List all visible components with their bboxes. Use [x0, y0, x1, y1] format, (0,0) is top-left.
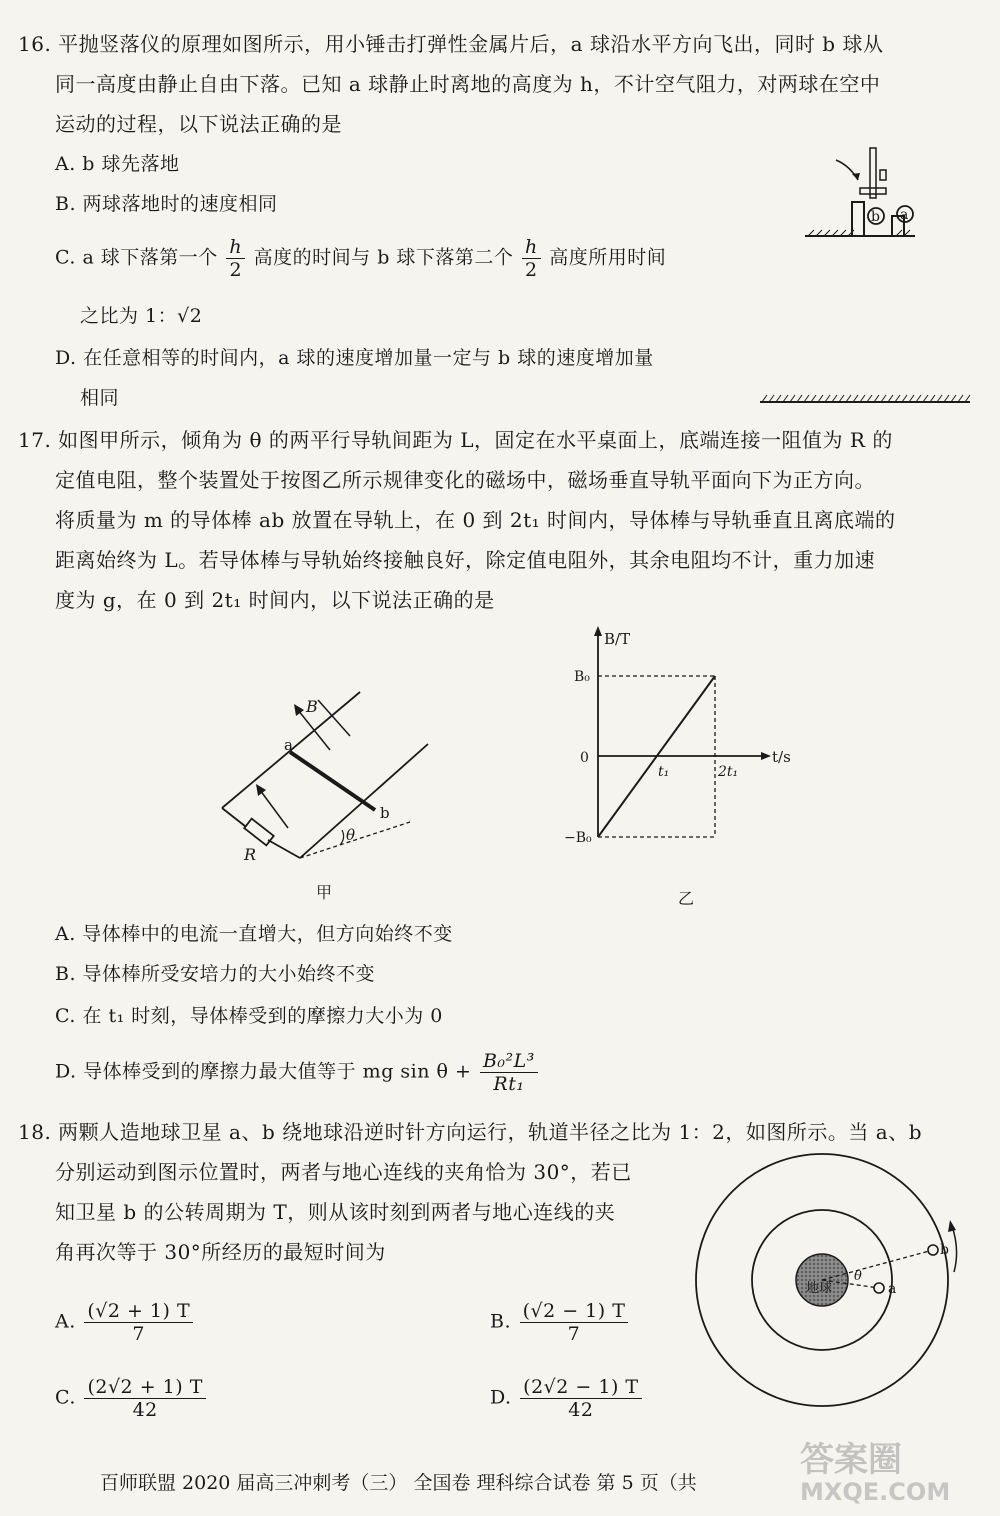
q16-ground-line [760, 392, 970, 404]
q16-option-c-mid: 高度的时间与 b 球下落第二个 [253, 246, 514, 269]
q17-stem-line1: 17. 如图甲所示，倾角为 θ 的两平行导轨间距为 L，固定在水平桌面上，底端连接一阻值为 R 的 [18, 428, 893, 452]
q18-sat-b-label: b [940, 1242, 949, 1258]
page-footer: 百师联盟 2020 届高三冲刺考（三） 全国卷 理科综合试卷 第 5 页（共 [100, 1472, 697, 1494]
q16-option-a: A. b 球先落地 [55, 153, 180, 175]
q17-yi-caption: 乙 [678, 889, 695, 908]
hatch-mark [958, 395, 963, 402]
hatch-mark [944, 395, 949, 402]
hatch-mark [895, 395, 900, 402]
q16-option-b: B. 两球落地时的速度相同 [55, 193, 278, 215]
q16-option-c-fraction-1: $\frac{h}{2}$ [226, 236, 245, 281]
q17-jia-label-B: B [306, 697, 318, 716]
hatch-mark [965, 395, 970, 402]
q17-stem-line2: 定值电阻，整个装置处于按图乙所示规律变化的磁场中，磁场垂直导轨平面向下为正方向。 [55, 468, 875, 492]
hatch-mark [776, 395, 781, 402]
hatch-mark [951, 395, 956, 402]
hatch-mark [846, 395, 851, 402]
q17-figure-yi [540, 622, 800, 912]
hatch-mark [853, 395, 858, 402]
q16-option-c [55, 236, 666, 281]
hatch-mark [804, 395, 809, 402]
q16-ball-a-label: a [900, 207, 909, 223]
q16-option-c-line2: 之比为 1：√2 [80, 305, 203, 327]
q17-jia-label-a: a [284, 736, 293, 754]
hatch-mark [937, 395, 942, 402]
hatch-mark [783, 395, 788, 402]
q17-stem-line3: 将质量为 m 的导体棒 ab 放置在导轨上，在 0 到 2t₁ 时间内，导体棒与导轨垂直且离底端的 [55, 508, 896, 532]
q18-stem-line3: 知卫星 b 的公转周期为 T，则从该时刻到两者与地心连线的夹 [55, 1200, 616, 1224]
hatch-mark [860, 395, 865, 402]
q17-option-b: B. 导体棒所受安培力的大小始终不变 [55, 963, 376, 985]
q16-option-c-fraction-2: $\frac{h}{2}$ [522, 236, 541, 281]
q18-angle-label: θ [854, 1269, 862, 1284]
hatch-mark [888, 395, 893, 402]
q17-option-c: C. 在 t₁ 时刻，导体棒受到的摩擦力大小为 0 [55, 1005, 443, 1027]
hatch-mark [916, 395, 921, 402]
q16-option-c-pre: C. a 球下落第一个 [55, 246, 218, 269]
q17-option-a: A. 导体棒中的电流一直增大，但方向始终不变 [55, 923, 453, 945]
watermark-url: MXQE.COM [800, 1478, 951, 1506]
hatch-mark [762, 395, 767, 402]
q17-jia-caption: 甲 [316, 883, 333, 902]
hatch-mark [930, 395, 935, 402]
q16-apparatus-figure [800, 140, 930, 250]
q17-yi-tick-B0: B₀ [574, 669, 590, 685]
q17-figure-jia [200, 680, 440, 910]
q18-sat-a-label: a [888, 1281, 897, 1297]
hatch-mark [790, 395, 795, 402]
hatch-mark [797, 395, 802, 402]
q17-yi-ylabel: B/T [604, 630, 631, 648]
q18-orbit-figure [696, 1150, 976, 1440]
q17-jia-label-theta: θ [346, 826, 356, 844]
q18-option-c: C. $\frac{(2√2 + 1) T}{42}$ [55, 1376, 208, 1421]
q16-stem-line3: 运动的过程，以下说法正确的是 [55, 112, 342, 136]
q17-option-d-fraction: $\frac{\text{B₀²L³}}{\text{Rt₁}}$ [480, 1050, 538, 1095]
q17-option-d-text: D. 导体棒受到的摩擦力最大值等于 mg sin θ + [55, 1060, 472, 1083]
hatch-mark [909, 395, 914, 402]
q17-yi-tick-2t1: 2t₁ [718, 764, 739, 780]
q17-jia-label-b: b [380, 804, 390, 822]
q17-option-d [55, 1050, 540, 1095]
q18-option-d-fraction: $\frac{(2√2 - 1) T}{42}$ [520, 1376, 641, 1421]
hatch-mark [825, 395, 830, 402]
watermark-logo: 答案圈 [800, 1440, 902, 1480]
q18-option-a: A. $\frac{(√2 + 1) T}{7}$ [55, 1300, 195, 1345]
q17-yi-tick-zero: 0 [580, 750, 589, 766]
hatch-mark [874, 395, 879, 402]
q16-option-d-line2: 相同 [80, 387, 120, 409]
q18-option-b: B. $\frac{(√2 - 1) T}{7}$ [490, 1300, 630, 1345]
q17-stem-line4: 距离始终为 L。若导体棒与导轨始终接触良好，除定值电阻外，其余电阻均不计，重力加速 [55, 548, 876, 572]
q18-earth-label: 地球 [806, 1281, 833, 1296]
q16-ball-b-label: b [871, 209, 880, 225]
q17-stem-line5: 度为 g，在 0 到 2t₁ 时间内，以下说法正确的是 [55, 588, 495, 612]
q18-stem-line4: 角再次等于 30°所经历的最短时间为 [55, 1240, 386, 1264]
q17-yi-tick-t1: t₁ [658, 764, 670, 780]
hatch-mark [839, 395, 844, 402]
q18-option-b-fraction: $\frac{(√2 - 1) T}{7}$ [520, 1300, 629, 1345]
q16-option-c-post: 高度所用时间 [549, 246, 667, 269]
q17-jia-label-R: R [244, 845, 257, 864]
hatch-mark [832, 395, 837, 402]
hatch-mark [811, 395, 816, 402]
hatch-mark [769, 395, 774, 402]
q16-option-d-line1: D. 在任意相等的时间内，a 球的速度增加量一定与 b 球的速度增加量 [55, 347, 654, 369]
hatch-mark [902, 395, 907, 402]
hatch-mark [923, 395, 928, 402]
hatch-mark [881, 395, 886, 402]
q16-stem-line2: 同一高度由静止自由下落。已知 a 球静止时离地的高度为 h，不计空气阻力，对两球在空中 [55, 72, 881, 96]
q18-option-d: D. $\frac{(2√2 - 1) T}{42}$ [490, 1376, 644, 1421]
hatch-mark [867, 395, 872, 402]
q17-yi-tick-negB0: −B₀ [564, 830, 592, 846]
q18-stem-line2: 分别运动到图示位置时，两者与地心连线的夹角恰为 30°，若已 [55, 1160, 632, 1184]
q16-stem-line1: 16. 平抛竖落仪的原理如图所示，用小锤击打弹性金属片后，a 球沿水平方向飞出，同时 b 球从 [18, 32, 884, 56]
q18-option-c-fraction: $\frac{(2√2 + 1) T}{42}$ [84, 1376, 205, 1421]
hatch-mark [818, 395, 823, 402]
q17-yi-xlabel: t/s [772, 748, 791, 766]
q18-option-a-fraction: $\frac{(√2 + 1) T}{7}$ [84, 1300, 193, 1345]
q18-stem-line1: 18. 两颗人造地球卫星 a、b 绕地球沿逆时针方向运行，轨道半径之比为 1：2，如图所示。当 a、b [18, 1120, 922, 1144]
